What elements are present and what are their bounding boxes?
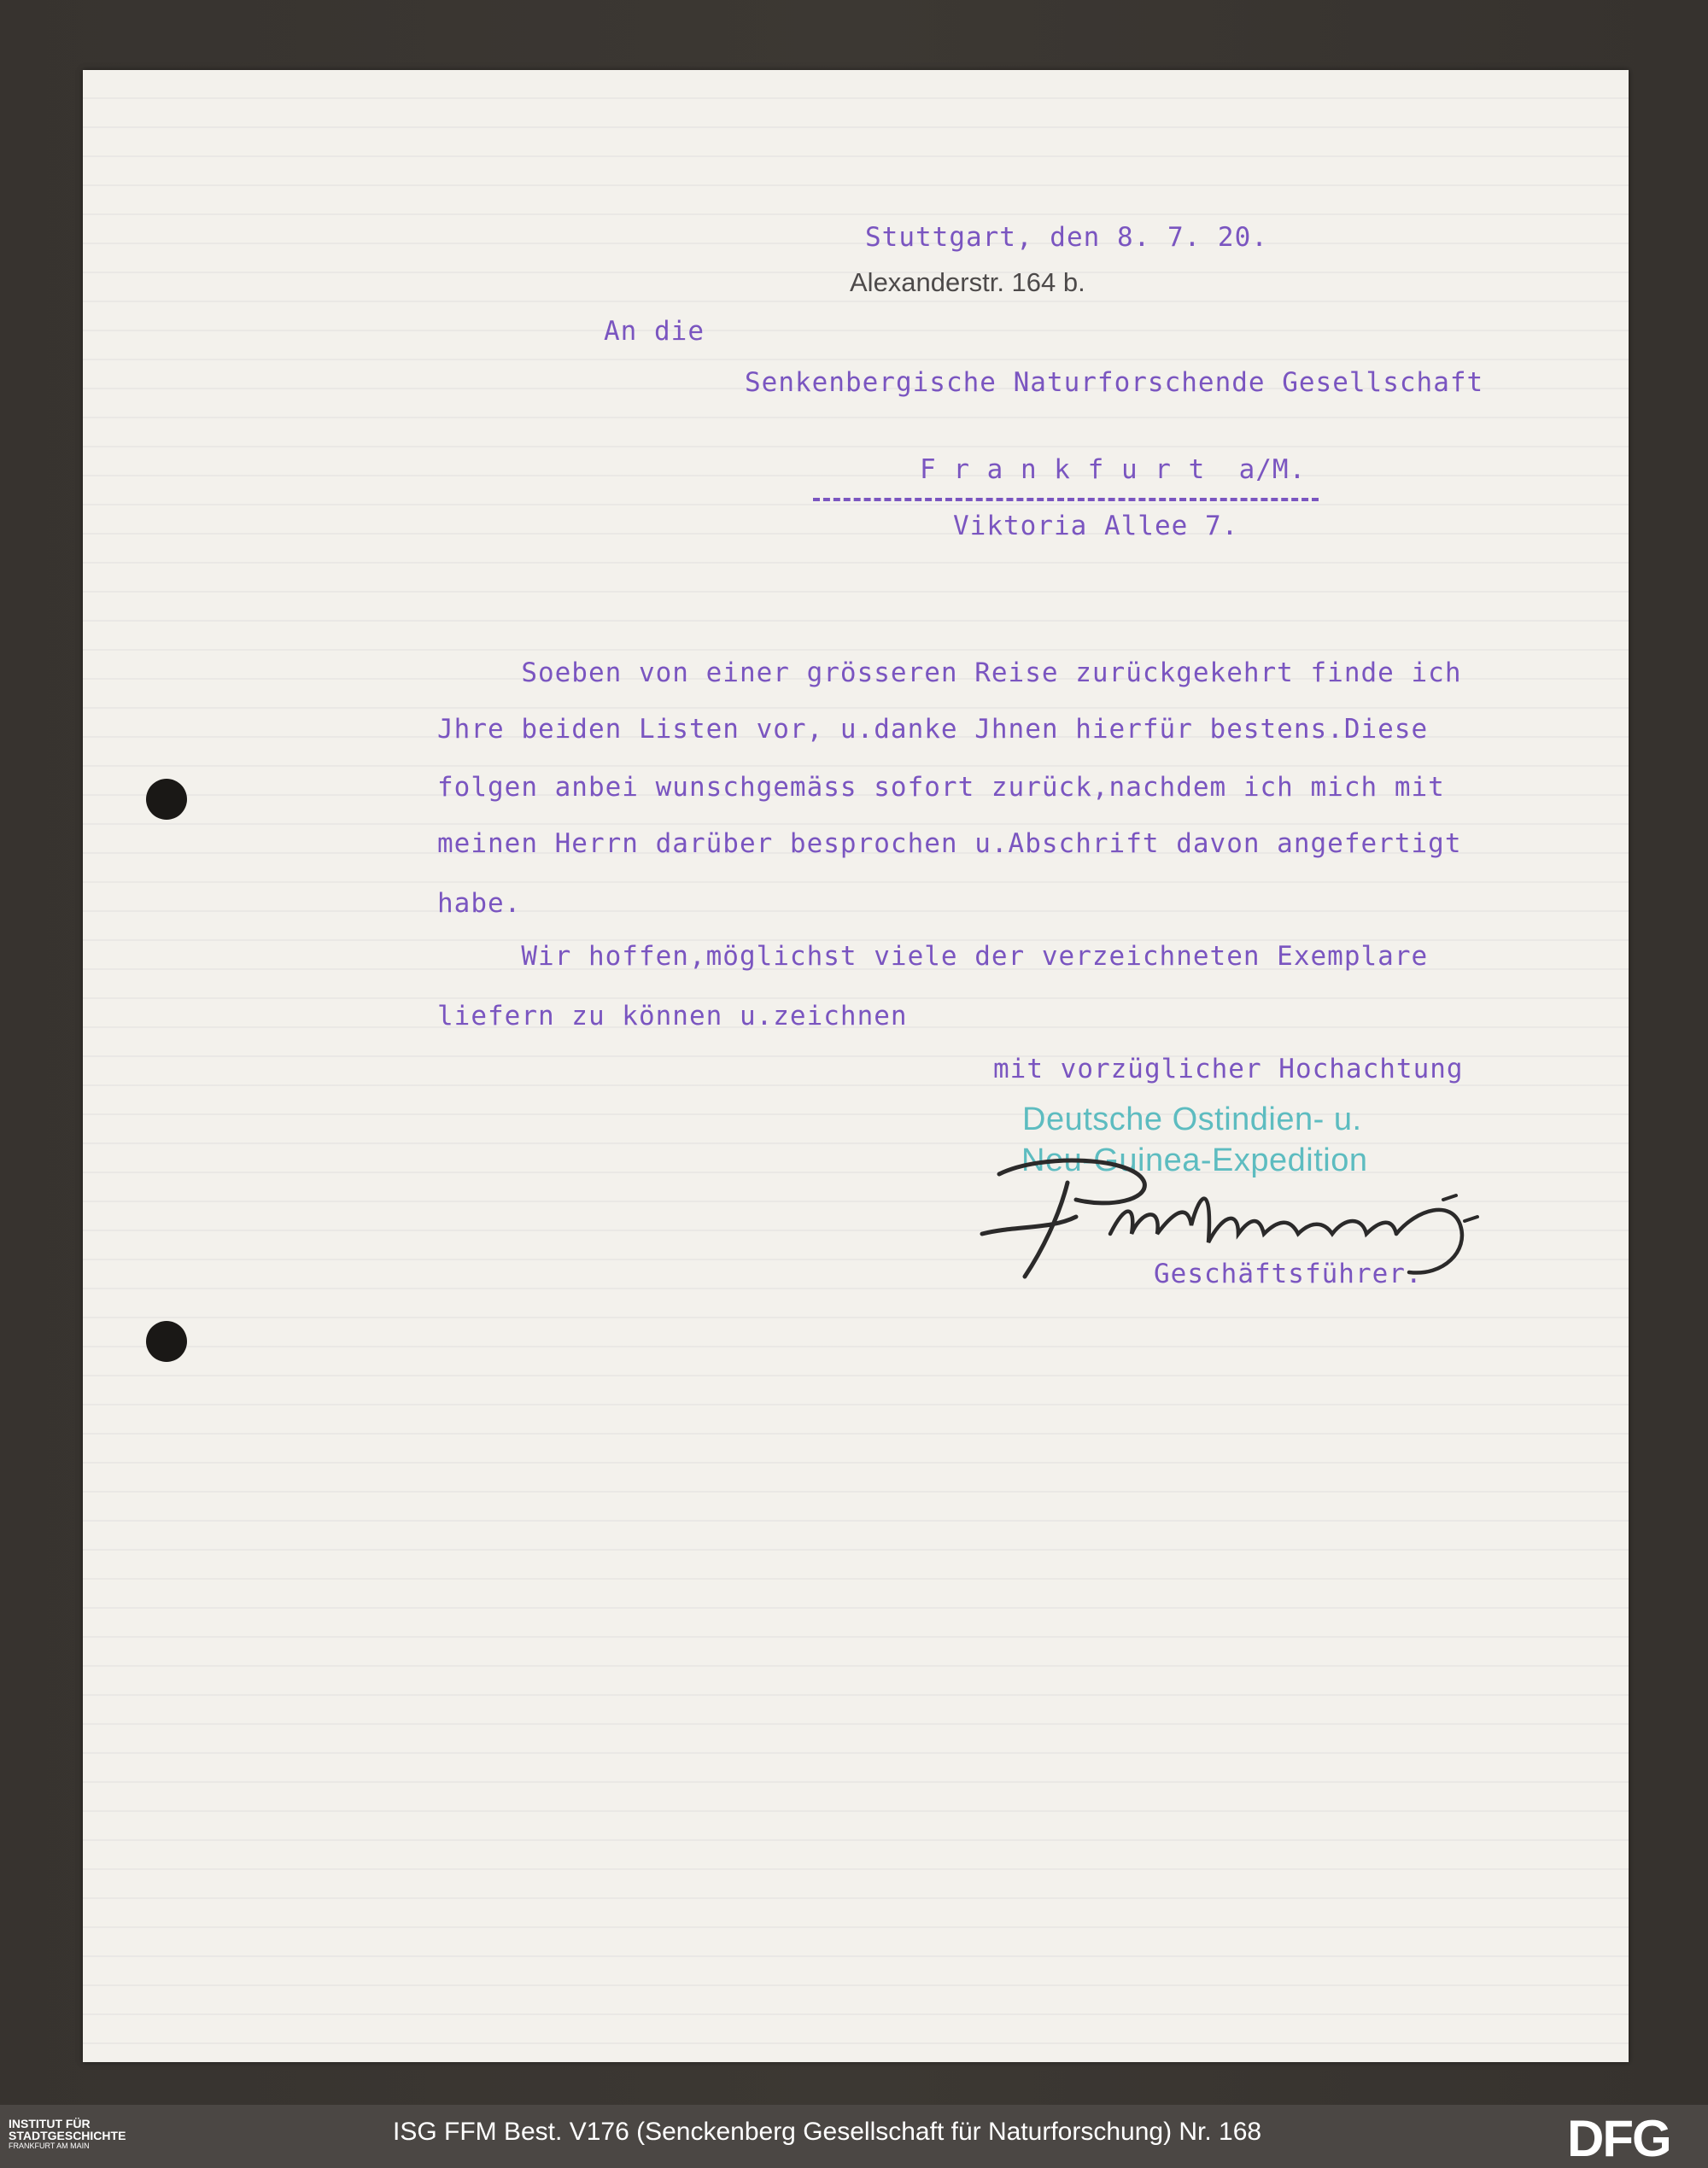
- stamp-line-2: Neu-Guinea-Expedition: [1021, 1142, 1368, 1178]
- recipient-street: Viktoria Allee 7.: [953, 511, 1239, 541]
- institute-subline: FRANKFURT AM MAIN: [9, 2142, 90, 2150]
- body-line-7: liefern zu können u.zeichnen: [437, 1001, 908, 1031]
- closing: mit vorzüglicher Hochachtung: [993, 1054, 1464, 1084]
- sender-address-stamp: Alexanderstr. 164 b.: [850, 267, 1085, 297]
- salutation: An die: [604, 316, 705, 347]
- date-line: Stuttgart, den 8. 7. 20.: [865, 222, 1268, 253]
- body-line-6: Wir hoffen,möglichst viele der verzeichneten Exemplare: [437, 941, 1429, 972]
- punch-hole-lower: [146, 1321, 187, 1362]
- signer-title: Geschäftsführer.: [1154, 1259, 1423, 1289]
- body-line-3: folgen anbei wunschgemäss sofort zurück,nachdem ich mich mit: [437, 772, 1445, 803]
- institute-line-1: INSTITUT FÜR: [9, 2117, 91, 2130]
- city-underline: [813, 498, 1319, 501]
- recipient-name: Senkenbergische Naturforschende Gesellschaft: [745, 367, 1484, 398]
- body-line-4: meinen Herrn darüber besprochen u.Abschrift davon angefertigt: [437, 828, 1462, 859]
- recipient-city: F r a n k f u r t a/M.: [920, 454, 1307, 485]
- dfg-logo: DFG: [1567, 2110, 1670, 2167]
- punch-hole-upper: [146, 779, 187, 820]
- body-line-5: habe.: [437, 888, 522, 919]
- institute-logo: [9, 2118, 154, 2151]
- stamp-line-1: Deutsche Ostindien- u.: [1022, 1102, 1362, 1137]
- archive-caption: ISG FFM Best. V176 (Senckenberg Gesellschaft für Naturforschung) Nr. 168: [393, 2118, 1262, 2146]
- body-line-2: Jhre beiden Listen vor, u.danke Jhnen hierfür bestens.Diese: [437, 714, 1429, 745]
- institute-line-2: STADTGESCHICHTE: [9, 2129, 126, 2142]
- body-line-1: Soeben von einer grösseren Reise zurückgekehrt finde ich: [437, 657, 1462, 688]
